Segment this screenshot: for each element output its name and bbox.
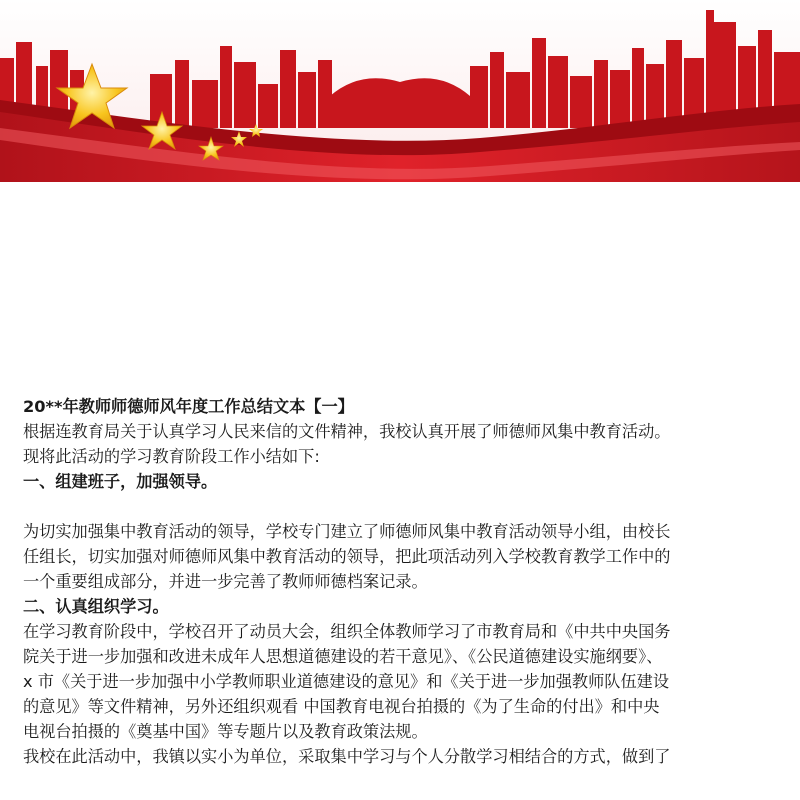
header-banner (0, 0, 800, 190)
paragraph-line: 的意见》等文件精神，另外还组织观看 中国教育电视台拍摄的《为了生命的付出》和中央 (23, 697, 660, 716)
paragraph-line: 我校在此活动中，我镇以实小为单位，采取集中学习与个人分散学习相结合的方式，做到了 (23, 747, 671, 766)
document-title: 20**年教师师德师风年度工作总结文本【一】 (23, 397, 354, 416)
paragraph-line: 在学习教育阶段中，学校召开了动员大会，组织全体教师学习了市教育局和《中共中央国务 (23, 622, 671, 641)
paragraph-line: 为切实加强集中教育活动的领导，学校专门建立了师德师风集中教育活动领导小组，由校长 (23, 522, 671, 541)
paragraph-line: x 市《关于进一步加强中小学教师职业道德建设的意见》和《关于进一步加强教师队伍建设 (23, 672, 670, 691)
paragraph-line: 院关于进一步加强和改进未成年人思想道德建设的若干意见》、《公民道德建设实施纲要》、 (23, 647, 663, 666)
intro-line: 根据连教育局关于认真学习人民来信的文件精神，我校认真开展了师德师风集中教育活动。 (23, 422, 671, 441)
paragraph-line: 任组长，切实加强对师德师风集中教育活动的领导，把此项活动列入学校教育教学工作中的 (23, 547, 671, 566)
paragraph-line: 一个重要组成部分，并进一步完善了教师师德档案记录。 (23, 572, 428, 591)
section-heading: 一、组建班子，加强领导。 (23, 472, 218, 491)
banner-graphic (0, 0, 800, 190)
document-body (23, 394, 783, 769)
paragraph-line: 电视台拍摄的《奠基中国》等专题片以及教育政策法规。 (23, 722, 428, 741)
section-heading: 二、认真组织学习。 (23, 597, 169, 616)
intro-line: 现将此活动的学习教育阶段工作小结如下: (23, 447, 320, 466)
